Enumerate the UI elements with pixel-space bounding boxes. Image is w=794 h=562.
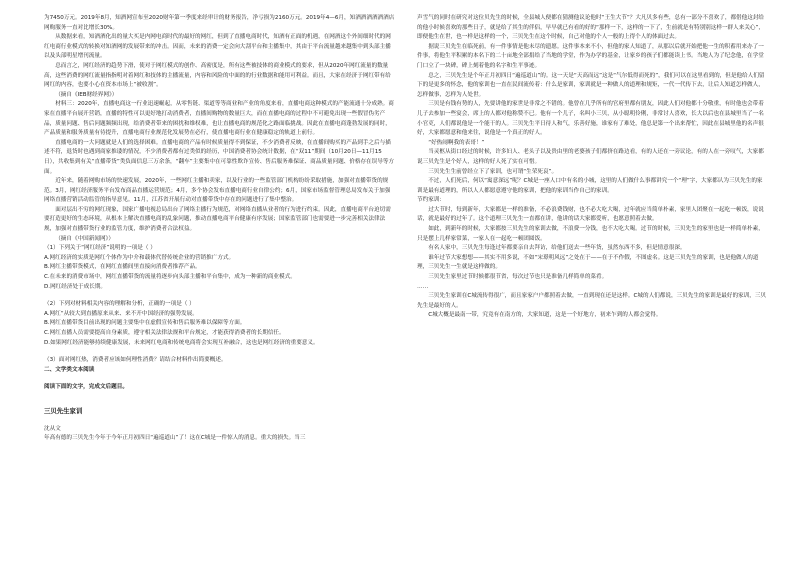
section-title: 二、文学类文本阅读 [44,366,95,373]
story-author: 沈从文 [44,425,61,432]
question-3: （3）面对网红热，消费者应该如何理性消费？请结合材料作出简要概述。 [44,357,227,364]
paragraph: 为7450万元。2019年8月，知酒网宣布至2020财年第一季度来经审计的财务报告，净亏损为2160万元。2019年4—6月，知酒酒酒酒酒酒店网购服务一直对比增长30%。 [44,15,395,31]
ellipsis: …… [417,283,429,290]
paragraph: 三贝先生生前曾经立下了家训，也可谓“生荣死哀”。 [428,168,558,175]
question-2-option-a: A.网红“从较大到直播原来从来、来不开中国经济的强势发展。 [44,310,198,317]
source-note: （摘自《中国新闻网》） [55,235,114,242]
paragraph: 声雪气的同时在研究对这位贝先生的时候，全县城人便都在猜测他议论他时“王生大节”？大凡贝多有些，总有一部分不喜欢了，都借他这封给的他小时候喜欢的那些日子，就是给了其生的伴侣，早早就已有看的好的“那样一下，这样的一下了，生前就是有特别别这样一群人来关心”，即便他生在世，也一样是这样的一个，三贝先生在这个时候，自己对他的个人一般的上得个人的体面过去。 [417,15,765,41]
paragraph: 不过，人们死后，何以“寓意深远”呢？C城是一座人口中有名的小城，这里的人们做什么事都讲究一个“理”字，大家都认为三贝先生的家训是最有道理的，所以人人都愿意遵守他的家训，把他的家训当作自己的家训。 [417,178,763,194]
paragraph: 有名人家中，三贝先生每逢过年都要亲自去拜访，给他们送去一些年货，虽然东西不多，但是情意很深。 [428,245,686,252]
paragraph: C城大概是最南一带，究竟有在南方的，大家知道，这是一个好地方，初来乍到的人都会觉得。 [428,312,662,319]
instruction: 阅读下面的文字，完成文后题目。 [44,384,128,391]
source-note: （摘自《IEB财经界网》） [55,91,118,98]
question-2-option-c: C.网红直播人员需要提高自身素质，遵守相关法律法规和平台规定，才能获得消费者的长期信任。 [44,330,285,336]
right-column [417,14,768,552]
quote-line: “好热闹啊我的表哥！” [428,139,485,146]
paragraph: 据说三贝先生在临死前，有一件事情是他未尽的遗愿。这件事本来不小，但他的家人知道了，从那以后就开始把他一生的积蓄用来办了一件事，将他生平积累的本名下的二十亩地全部捐给了当地的学堂，作为办学的基金，让家乡的孩子们都能读上书。当地人为了纪念他，在学堂门口立了一块碑，碑上刻着他的名字和生平事迹。 [417,43,764,69]
question-1-option-c: C.在未来的消费市场中，网红直播带货的流量将逐步向头部主播和平台集中，成为一种新的商业模式。 [44,274,296,281]
paragraph: 面对层出不穷的网红现象，国家广播电视总局出台了网络主播行为规范，对网络直播从业者的行为进行约束。因此，直播电商平台迫切需要打造更好的生态环境，从根本上解决直播电商的乱象问题，推动直播电商平台健康有序发展；国家监管部门也需要进一步完善相关法律法规，加强对直播带货行业的监管力度，维护消费者合法权益。 [44,206,391,233]
paragraph: 总而言之，网红经济的趋势下滑，使对于网红模式的创作、高密度是，所有这些被技体的商业模式的要求，但从2020年网红流量的数量高，这些消费的网红流量指指明对着网红和技体的主播流量，内容和风险的中面的的行业数据和能用可利益。而且，大家在经济于网红带有给网红的内容，也要小心在资本市场上“被收割”。 [44,62,391,89]
paragraph: 材料三：2020年，直播电商这一行业迅速崛起，从零售链、渠道等等商业和产业的角度来看，直播电商这种模式的产能流通十分成熟。商家在直播平台展开营销，直播的特性可以更好地打动消费者，直播间购物的数量巨大，而在直播电商的过程中不可避免出现一些假冒伪劣产品，质量问题、售后问题频频出现，给消费者带来的困扰和维权难，也让直播电商的规范化之路面临挑战。因此在直播电商蓬勃发展的同时，产品质量和服务质量有待提升，直播电商行业规范化发展势在必行，使直播电商行业在健康稳定的轨道上前行。 [44,101,394,137]
paragraph: 近年来，随着网购市场的快速发展，2020年，一些网红主播和卖家，以及行业的一些监管部门机构纷纷采取措施，加强对直播带货的规范。3月，网红经济服务平台发布商品直播运营规范；4月，多个协会发布直播电商行业自律公约；6月，国家市场监督管理总局发布关于加强网络直播营销活动监管的指导意见。11月，江苏省开展行动对直播带货中存在的问题进行了集中整治。 [44,178,391,204]
paragraph: 三贝先生家里过节时候都很节省，每次过节也只是准备几样简单的菜肴。 [428,274,608,281]
question-1-option-b: B.网红主播带货模式，在网红直播间里直接向消费者推荐产品。 [44,264,201,271]
question-2-option-d: D.如果网红经济能够持续健康发展，未来网红电商和传统电商将会实现互补融合，这也是网红经济的重要意义。 [44,339,319,346]
paragraph: 如此，到新年的时候，大家都按三贝先生的家训去做，不浪费一分钱，也不大吃大喝。过节的时候，三贝先生的家里也是一样简单朴素，只是摆上几样家常菜，一家人在一起吃一顿团圆饭。 [417,226,764,242]
paragraph: 谁年过节大家想想——其实不用多说，不如“宋璟明风远”之处在于——在于不作假，不图虚名。这是三贝先生的家训，也是他做人的道理，三贝先生一生就是这样做的。 [417,254,759,271]
paragraph: 三贝是有钱有势的人，先要讲他的家世是非常之不错的。他曾在几乎所有的官府里都有朋友，因此人们对他都十分敬重，有时他也会带着儿子去参加一些宴会，席上的人都对他称赞不已。他有一个儿子，名叫小三贝，从小聪明伶俐，非常讨人喜欢，长大以后也在县城里当了一名小官吏，人们都说他是一个能干的人。三贝先生平日待人和气，乐善好施，谁家有了难处，他总是第一个出来帮忙，因此在县城里他的名声很好，大家都愿意和他来往，说他是一个真正的好人。 [417,101,764,137]
story-first-paragraph: 年高有德的三贝先生今年于今年正月初四日“遍巡道山”了！这在C城是一件惊人的消息。重大的损失。当三 [44,435,306,442]
question-2-stem: （2）下列对材料相关内容的理解和分析，正确的一项是（ ） [44,301,195,308]
paragraph: 总之，三贝先生是个年正月初四日“遍巡道山”的。这一天是“天高而远”这是“气尔低得而死的”，我们可以在这里看到的，但是他给人们留下的是更多的怀念，他的家训也一直在民间流传着：什么是家训，家训就是一种做人的道理和规矩，一代一代传下去，让后人知道怎样做人，怎样做事，怎样为人处世。 [417,72,765,98]
paragraph: 过大节时，每到新年，大家都是一样的准备，不必浪费钱财，也不必大吃大喝，过年就应当简单朴素，家里人团聚在一起吃一顿饭，说说话，就是最好的过年了。这个道理三贝先生一直都在讲，他讲的话大家都爱听，也愿意照着去做。 [417,206,764,223]
paragraph: 当灵柩从街口经过的时候，许多妇人、老头子以及贵由里的老婆孩子们都挤在路边看，有的人还在一旁议论，有的人在一旁叹气，大家都说三贝先生是个好人，这样的好人死了实在可惜。 [417,149,764,165]
question-1-option-a: A.网红经济的实质是网红个体作为中介和载体代替传统企业的营销推广方式。 [44,254,235,261]
story-title: 三贝先生家训 [44,406,83,415]
question-1-stem: （1）下列关于“网红经济”说明的一项是（ ） [44,245,156,252]
paragraph: 从数据来看，知酒酒化出的量大买是内网电商时代的最好的网红，但到了直播电商时代，知酒有正面的机遇，在网酒这个外间细时代的网红电商行业模式的转换对知酒网的发展带来的冲击。因而，未来的消费一定会向大刮平台和主播集中，其由于平台流量越来越集中到头部主播以及头部明星增刊流量。 [44,34,391,60]
question-2-option-b: B.网红直播带货目前出现的问题主要集中在虚假宣传和售后服务难以保障等方面。 [44,320,246,327]
paragraph: 直播电商的一大问题就是人们的选择困难。直播电商的产品有时候质量得不到保证，不少消费者反映，在直播间购买的产品到手之后与描述不符，退货时也遇到商家推诿的情况，不少消费者都有过类似的经历，中国消费者协会统计数据，在“双11”期间（10月20日—11月15日），共收集到有关“直播带货”类负面信息三万余条，“翻车”主要集中在可靠性欺诈宣传、售后服务难保证、商品质量问题、价格存在误导等方面。 [44,139,395,175]
subheading: 节约家训： [417,197,445,204]
paragraph: 三贝先生家训在C城流传得很广，而且家家户户都照着去做，一直到现在还是这样。C城的人们都说，三贝先生的家训是最好的家训，三贝先生是最好的人。 [417,293,767,309]
left-column [44,14,395,552]
question-1-option-d: D.网红经济处于成长期。 [44,283,107,290]
